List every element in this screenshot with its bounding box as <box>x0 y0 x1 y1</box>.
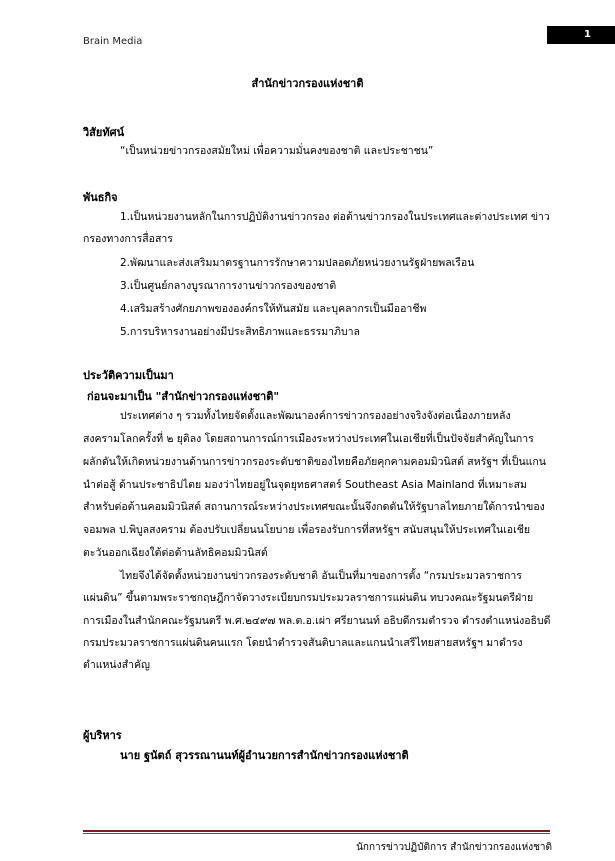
history-line: ตำแหน่งสำคัญ <box>83 659 150 671</box>
document-title: สำนักข่าวกรองแห่งชาติ <box>251 77 364 90</box>
history-line: ตะวันออกเฉียงใต้ต่อต้านลัทธิคอมมิวนิสต์ <box>83 547 268 559</box>
executive-name: นาย ฐนัตถ์ สุวรรณานนท์ผู้อำนวยการสำนักข่าวกรองแห่งชาติ <box>120 749 409 762</box>
mission-item: 3.เป็นศูนย์กลางบูรณาการงานข่าวกรองของชาติ <box>120 280 337 292</box>
mission-item: 5.การบริหารงานอย่างมีประสิทธิภาพและธรรมาภิบาล <box>120 326 360 338</box>
history-line: กรมประมวลราชการแผ่นดินคนแรก โดยนำตำรวจสันติบาลและแกนนำเสรีไทยสายสหรัฐฯ มาดำรง <box>83 637 523 649</box>
history-line: นำต่อสู้ ด้านประชาธิปไตย มองว่าไทยอยู่ในจุดยุทธศาสตร์ Southeast Asia Mainland ที่เหมาะสม <box>83 479 527 491</box>
history-line: ผลักดันให้เกิดหน่วยงานด้านการข่าวกรองระดับชาติของไทยคือภัยคุกคามคอมมิวนิสต์ สหรัฐฯ ที่เป็นแกน <box>83 456 546 468</box>
history-line: ประเทศต่าง ๆ รวมทั้งไทยจัดตั้งและพัฒนาองค์การข่าวกรองอย่างจริงจังต่อเนื่องภายหลัง <box>120 410 511 422</box>
page-number: 1 <box>547 26 615 44</box>
history-line: แผ่นดิน” ขึ้นตามพระราชกฤษฎีกาจัดวางระเบียบกรมประมวลราชการแผ่นดิน ทบวงคณะรัฐมนตรีฝ่าย <box>83 592 534 604</box>
vision-text: “เป็นหน่วยข่าวกรองสมัยใหม่ เพื่อความมั่นคงของชาติ และประชาชน” <box>120 145 434 157</box>
history-line: จอมพล ป.พิบูลสงคราม ต้องปรับเปลี่ยนนโยบาย เพื่อรองรับการที่สหรัฐฯ สนับสนุนให้ประเทศในเอเชีย <box>83 524 530 536</box>
history-heading: ประวัติความเป็นมา <box>83 369 174 382</box>
header-brand: Brain Media <box>83 36 143 47</box>
footer-divider <box>83 830 550 832</box>
history-subheading: ก่อนจะมาเป็น "สำนักข่าวกรองแห่งชาติ" <box>87 390 280 403</box>
history-line: ไทยจึงได้จัดตั้งหน่วยงานข่าวกรองระดับชาติ อันเป็นที่มาของการตั้ง “กรมประมวลราชการ <box>120 570 522 582</box>
mission-item: 2.พัฒนาและส่งเสริมมาตรฐานการรักษาความปลอดภัยหน่วยงานรัฐฝ่ายพลเรือน <box>120 257 475 269</box>
footer-text: นักการข่าวปฏิบัติการ สำนักข่าวกรองแห่งชาติ <box>356 842 552 853</box>
mission-item: 1.เป็นหน่วยงานหลักในการปฏิบัติงานข่าวกรอง ต่อต้านข่าวกรองในประเทศและต่างประเทศ ข่าว <box>120 211 550 223</box>
history-line: สำหรับต่อต้านคอมมิวนิสต์ สถานการณ์ระหว่างประเทศขณะนั้นจึงกดดันให้รัฐบาลไทยภายใต้การนำของ <box>83 501 545 513</box>
footer-divider-thin <box>83 833 550 834</box>
mission-item: 4.เสริมสร้างศักยภาพขององค์กรให้ทันสมัย และบุคลากรเป็นมืออาชีพ <box>120 303 427 315</box>
vision-heading: วิสัยทัศน์ <box>83 126 125 139</box>
history-line: สงครามโลกครั้งที่ ๒ ยุติลง โดยสถานการณ์การเมืองระหว่างประเทศในเอเชียที่เป็นปัจจัยสำคัญในการ <box>83 433 534 445</box>
mission-heading: พันธกิจ <box>83 191 118 204</box>
history-line: การเมืองในสำนักคณะรัฐมนตรี พ.ศ.๒๔๙๗ พล.ต.อ.เผ่า ศรียานนท์ อธิบดีกรมตำรวจ ดำรงตำแหน่งอธิบดี <box>83 615 551 627</box>
executive-heading: ผู้บริหาร <box>83 729 122 742</box>
mission-item: กรองทางการสื่อสาร <box>83 233 173 245</box>
